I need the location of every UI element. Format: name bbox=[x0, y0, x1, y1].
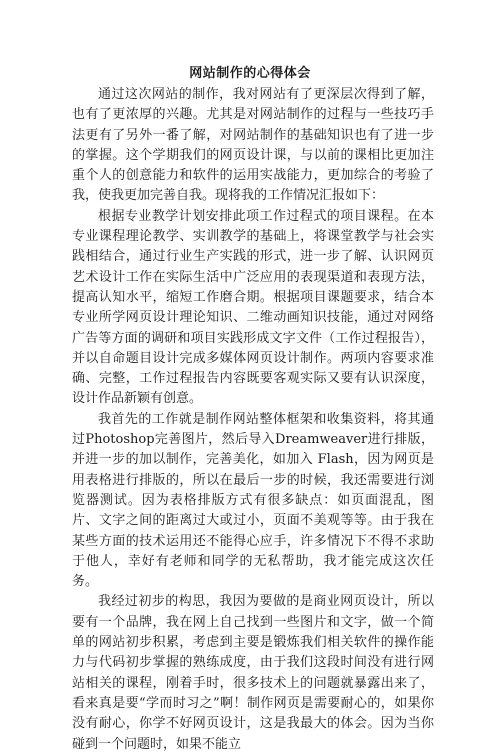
document-title: 网站制作的心得体会 bbox=[189, 66, 311, 81]
paragraph-intro: 通过这次网站的制作，我对网站有了更深层次得到了解，也有了更浓厚的兴趣。尤其是对网站制作的过程与一些技巧手法更有了另外一番了解，对网站制作的基础知识也有了进一步的掌握。这个学期我们的网页设计课，与以前的课相比更加注重个人的创意能力和软件的运用实战能力，更加综合的考验了我，使我更加完善自我。现将我的工作情况汇报如下： bbox=[72, 87, 434, 204]
document-body bbox=[72, 85, 434, 755]
paragraph-design-process: 我经过初步的构思，我因为要做的是商业网页设计，所以要有一个品牌，我在网上自己找到一些图片和文字，做一个简单的网站初步积累，考虑到主要是锻炼我们相关软件的操作能力与代码初步掌握的熟练成度，由于我们这段时间没有进行网站相关的课程，刚着手时，很多技术上的问题就暴露出来了，看来真是要“学而时习之”啊！制作网页是需要耐心的，如果你没有耐心，你学不好网页设计，这是我最大的体会。因为当你碰到一个问题时，如果不能立 bbox=[72, 594, 434, 752]
paragraph-framework: 我首先的工作就是制作网站整体框架和收集资料，将其通过Photoshop完善图片，然后导入Dreamweaver进行排版，并进一步的加以制作，完善美化，如加入 Flash，因为网页是用表格进行排版的，所以在最后一步的时候，我还需要进行浏览器测试。因为表格排版方式有很多缺点：如页面混乱，图片、文字之间的距离过大或过小，页面不美观等等。由于我在某些方面的技术运用还不能得心应手，许多情况下不得不求助于他人，幸好有老师和同学的无私帮助，我才能完成这次任务。 bbox=[72, 411, 434, 590]
paragraph-course-plan: 根据专业教学计划安排此项工作过程式的项目课程。在本专业课程理论教学、实训教学的基础上，将课堂教学与社会实践相结合，通过行业生产实践的形式，进一步了解、认识网页艺术设计工作在实际生活中广泛应用的表现渠道和表现方法，提高认知水平，缩短工作磨合期。根据项目课题要求，结合本专业所学网页设计理论知识、二维动画知识技能，通过对网络广告等方面的调研和项目实践形成文字文件（工作过程报告），并以自命题目设计完成多媒体网页设计制作。两项内容要求准确、完整，工作过程报告内容既要客观实际又要有认识深度，设计作品新颖有创意。 bbox=[72, 208, 434, 407]
